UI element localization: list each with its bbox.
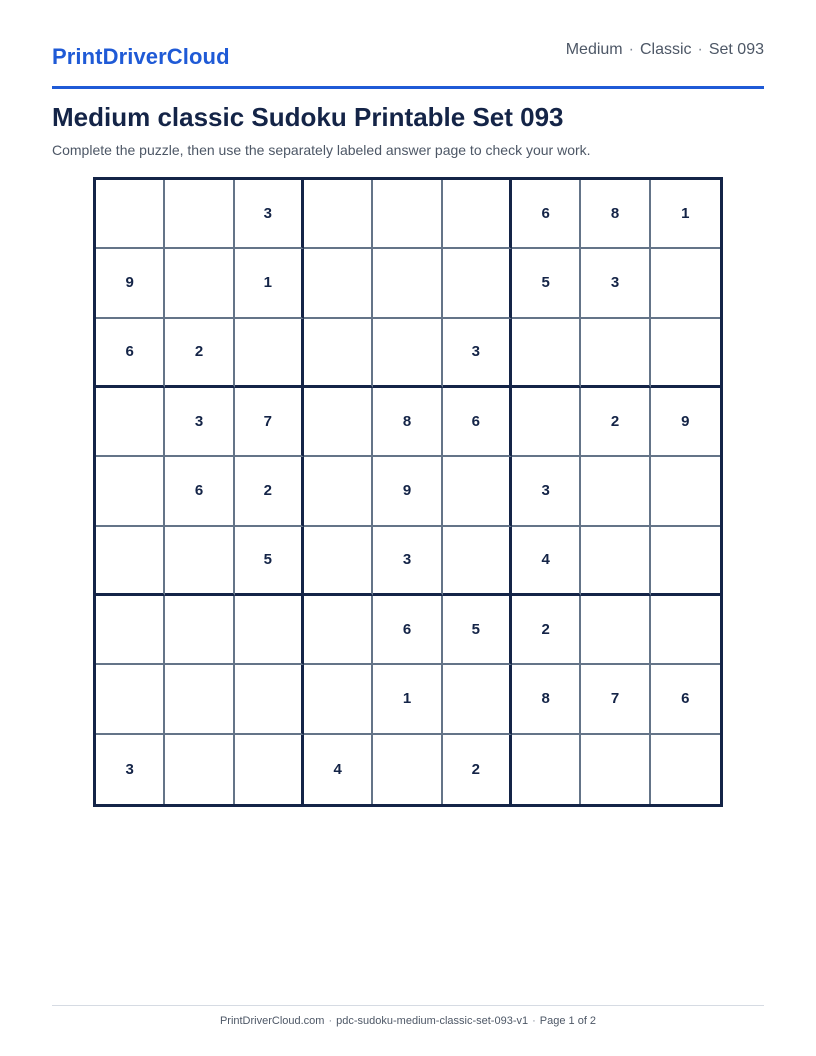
meta-variant: Classic <box>639 41 692 58</box>
given-cell: 2 <box>443 735 512 804</box>
page-footer <box>52 1005 764 1027</box>
empty-cell <box>512 735 581 804</box>
given-cell: 9 <box>651 388 720 457</box>
given-cell: 3 <box>235 180 304 249</box>
given-cell: 3 <box>581 249 650 318</box>
empty-cell <box>373 249 442 318</box>
given-cell: 1 <box>651 180 720 249</box>
given-cell: 8 <box>373 388 442 457</box>
footer-page-number: Page 1 of 2 <box>539 1015 597 1027</box>
empty-cell <box>512 319 581 388</box>
given-cell: 5 <box>443 596 512 665</box>
empty-cell <box>235 665 304 734</box>
footer-site: PrintDriverCloud.com <box>219 1015 325 1027</box>
given-cell: 3 <box>165 388 234 457</box>
footer-separator: · <box>328 1015 333 1027</box>
empty-cell <box>581 527 650 596</box>
empty-cell <box>581 596 650 665</box>
empty-cell <box>304 457 373 526</box>
given-cell: 3 <box>443 319 512 388</box>
given-cell: 4 <box>512 527 581 596</box>
empty-cell <box>651 249 720 318</box>
empty-cell <box>304 388 373 457</box>
given-cell: 3 <box>96 735 165 804</box>
empty-cell <box>443 527 512 596</box>
given-cell: 7 <box>235 388 304 457</box>
empty-cell <box>165 596 234 665</box>
empty-cell <box>651 319 720 388</box>
given-cell: 6 <box>512 180 581 249</box>
given-cell: 2 <box>512 596 581 665</box>
empty-cell <box>165 665 234 734</box>
empty-cell <box>304 665 373 734</box>
given-cell: 6 <box>165 457 234 526</box>
empty-cell <box>512 388 581 457</box>
empty-cell <box>373 180 442 249</box>
empty-cell <box>443 249 512 318</box>
empty-cell <box>165 249 234 318</box>
given-cell: 6 <box>651 665 720 734</box>
empty-cell <box>443 665 512 734</box>
brand-logo-text: PrintDriverCloud <box>52 44 230 69</box>
page-subtitle: Complete the puzzle, then use the separately labeled answer page to check your work. <box>52 142 591 158</box>
empty-cell <box>165 527 234 596</box>
empty-cell <box>96 527 165 596</box>
empty-cell <box>581 735 650 804</box>
footer-document-id: pdc-sudoku-medium-classic-set-093-v1 <box>336 1015 529 1027</box>
empty-cell <box>235 319 304 388</box>
empty-cell <box>96 388 165 457</box>
empty-cell <box>443 180 512 249</box>
given-cell: 4 <box>304 735 373 804</box>
empty-cell <box>96 180 165 249</box>
empty-cell <box>304 319 373 388</box>
empty-cell <box>165 735 234 804</box>
given-cell: 5 <box>235 527 304 596</box>
given-cell: 9 <box>373 457 442 526</box>
given-cell: 6 <box>373 596 442 665</box>
empty-cell <box>443 457 512 526</box>
puzzle-meta <box>566 41 764 59</box>
given-cell: 1 <box>373 665 442 734</box>
empty-cell <box>304 180 373 249</box>
given-cell: 1 <box>235 249 304 318</box>
empty-cell <box>96 457 165 526</box>
footer-separator: · <box>532 1015 536 1027</box>
empty-cell <box>96 665 165 734</box>
given-cell: 3 <box>373 527 442 596</box>
page-header <box>52 36 764 89</box>
meta-separator: · <box>697 41 703 58</box>
sudoku-grid <box>93 177 723 807</box>
meta-separator: · <box>628 41 634 58</box>
empty-cell <box>651 527 720 596</box>
given-cell: 3 <box>512 457 581 526</box>
given-cell: 7 <box>581 665 650 734</box>
empty-cell <box>651 735 720 804</box>
empty-cell <box>235 735 304 804</box>
given-cell: 2 <box>165 319 234 388</box>
given-cell: 2 <box>581 388 650 457</box>
empty-cell <box>304 527 373 596</box>
empty-cell <box>373 735 442 804</box>
empty-cell <box>235 596 304 665</box>
given-cell: 8 <box>581 180 650 249</box>
meta-set: Set 093 <box>708 41 764 58</box>
given-cell: 8 <box>512 665 581 734</box>
empty-cell <box>96 596 165 665</box>
empty-cell <box>581 457 650 526</box>
given-cell: 9 <box>96 249 165 318</box>
given-cell: 6 <box>443 388 512 457</box>
empty-cell <box>651 457 720 526</box>
page-title: Medium classic Sudoku Printable Set 093 <box>52 102 564 132</box>
empty-cell <box>304 596 373 665</box>
empty-cell <box>651 596 720 665</box>
meta-difficulty: Medium <box>565 41 623 58</box>
empty-cell <box>165 180 234 249</box>
given-cell: 5 <box>512 249 581 318</box>
empty-cell <box>581 319 650 388</box>
empty-cell <box>304 249 373 318</box>
empty-cell <box>373 319 442 388</box>
given-cell: 6 <box>96 319 165 388</box>
given-cell: 2 <box>235 457 304 526</box>
